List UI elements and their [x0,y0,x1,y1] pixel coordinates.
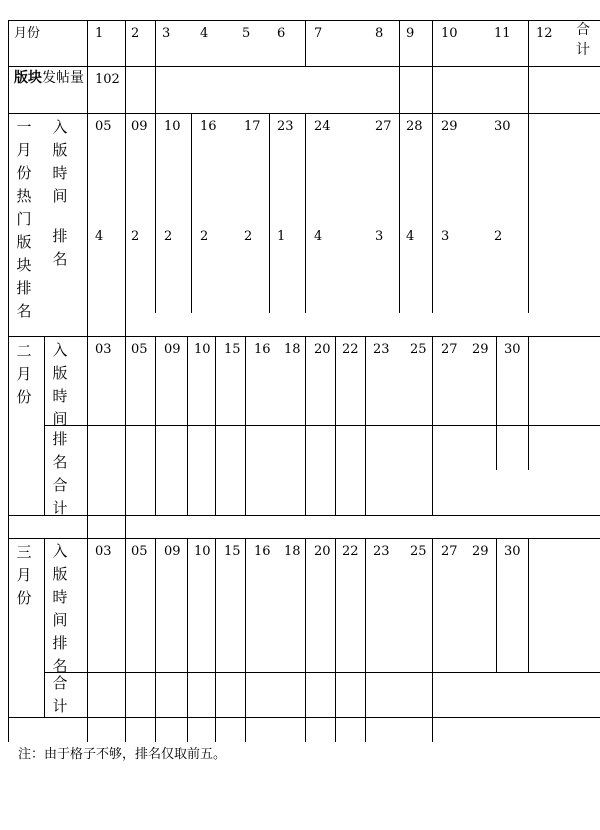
month-7: 7 [314,26,323,41]
total-header-label: 合计 [576,22,590,58]
march-date-4: 10 [194,544,211,559]
january-entry-label: 入版時间 [52,118,68,205]
january-date-6: 23 [277,119,294,134]
posts-value: 102 [95,72,120,87]
january-date-11: 30 [494,119,511,134]
february-date-8: 20 [314,342,331,357]
posts-label [14,67,86,89]
january-rank-9: 4 [406,229,415,244]
january-rank-4: 2 [200,229,209,244]
january-date-4: 16 [200,119,217,134]
march-entry-label: 入版時间排名 [52,542,68,675]
january-date-8: 27 [375,119,392,134]
march-date-2: 05 [131,544,148,559]
footnote: 注：由于格子不够，排名仅取前五。 [18,747,227,762]
february-date-1: 03 [95,342,112,357]
month-header-label: 月份 [14,26,41,41]
month-4: 4 [200,26,209,41]
march-date-14: 30 [504,544,521,559]
february-rank-label: 排名合计 [52,430,68,517]
february-date-9: 22 [342,342,359,357]
february-date-3: 09 [164,342,181,357]
march-date-3: 09 [164,544,181,559]
february-date-11: 25 [410,342,427,357]
march-date-11: 25 [410,544,427,559]
february-date-6: 16 [254,342,271,357]
january-rank-5: 2 [244,229,253,244]
month-10: 10 [441,26,458,41]
february-date-5: 15 [224,342,241,357]
march-date-8: 20 [314,544,331,559]
january-rank-8: 3 [375,229,384,244]
march-date-1: 03 [95,544,112,559]
january-rank-3: 2 [164,229,173,244]
january-title: 一月份热门版块排名 [16,118,32,320]
february-date-2: 05 [131,342,148,357]
posts-label-bold: 版块 [14,70,42,86]
february-date-13: 29 [472,342,489,357]
month-3: 3 [162,26,171,41]
january-date-10: 29 [441,119,458,134]
month-1: 1 [95,26,104,41]
month-8: 8 [375,26,384,41]
february-entry-label: 入版時间 [52,341,68,428]
january-date-3: 10 [164,119,181,134]
february-date-4: 10 [194,342,211,357]
january-rank-1: 4 [95,229,104,244]
march-date-5: 15 [224,544,241,559]
january-rank-label: 排名 [52,227,68,268]
march-title: 三月份 [16,543,32,607]
month-9: 9 [406,26,415,41]
february-date-14: 30 [504,342,521,357]
january-date-7: 24 [314,119,331,134]
january-date-2: 09 [131,119,148,134]
february-date-7: 18 [284,342,301,357]
month-5: 5 [242,26,251,41]
march-date-10: 23 [373,544,390,559]
march-date-6: 16 [254,544,271,559]
february-title: 二月份 [16,342,32,406]
january-rank-11: 2 [494,229,503,244]
january-rank-10: 3 [441,229,450,244]
march-date-13: 29 [472,544,489,559]
february-date-10: 23 [373,342,390,357]
month-2: 2 [131,26,140,41]
january-date-9: 28 [406,119,423,134]
month-12: 12 [536,26,553,41]
month-11: 11 [494,26,511,41]
january-rank-2: 2 [131,229,140,244]
march-date-7: 18 [284,544,301,559]
january-date-5: 17 [244,119,261,134]
february-date-12: 27 [441,342,458,357]
posts-label-rest: 发帖量 [42,70,84,86]
january-rank-7: 4 [314,229,323,244]
march-date-12: 27 [441,544,458,559]
march-total-label: 合计 [52,674,68,715]
january-rank-6: 1 [277,229,286,244]
january-date-1: 05 [95,119,112,134]
month-6: 6 [277,26,286,41]
march-date-9: 22 [342,544,359,559]
